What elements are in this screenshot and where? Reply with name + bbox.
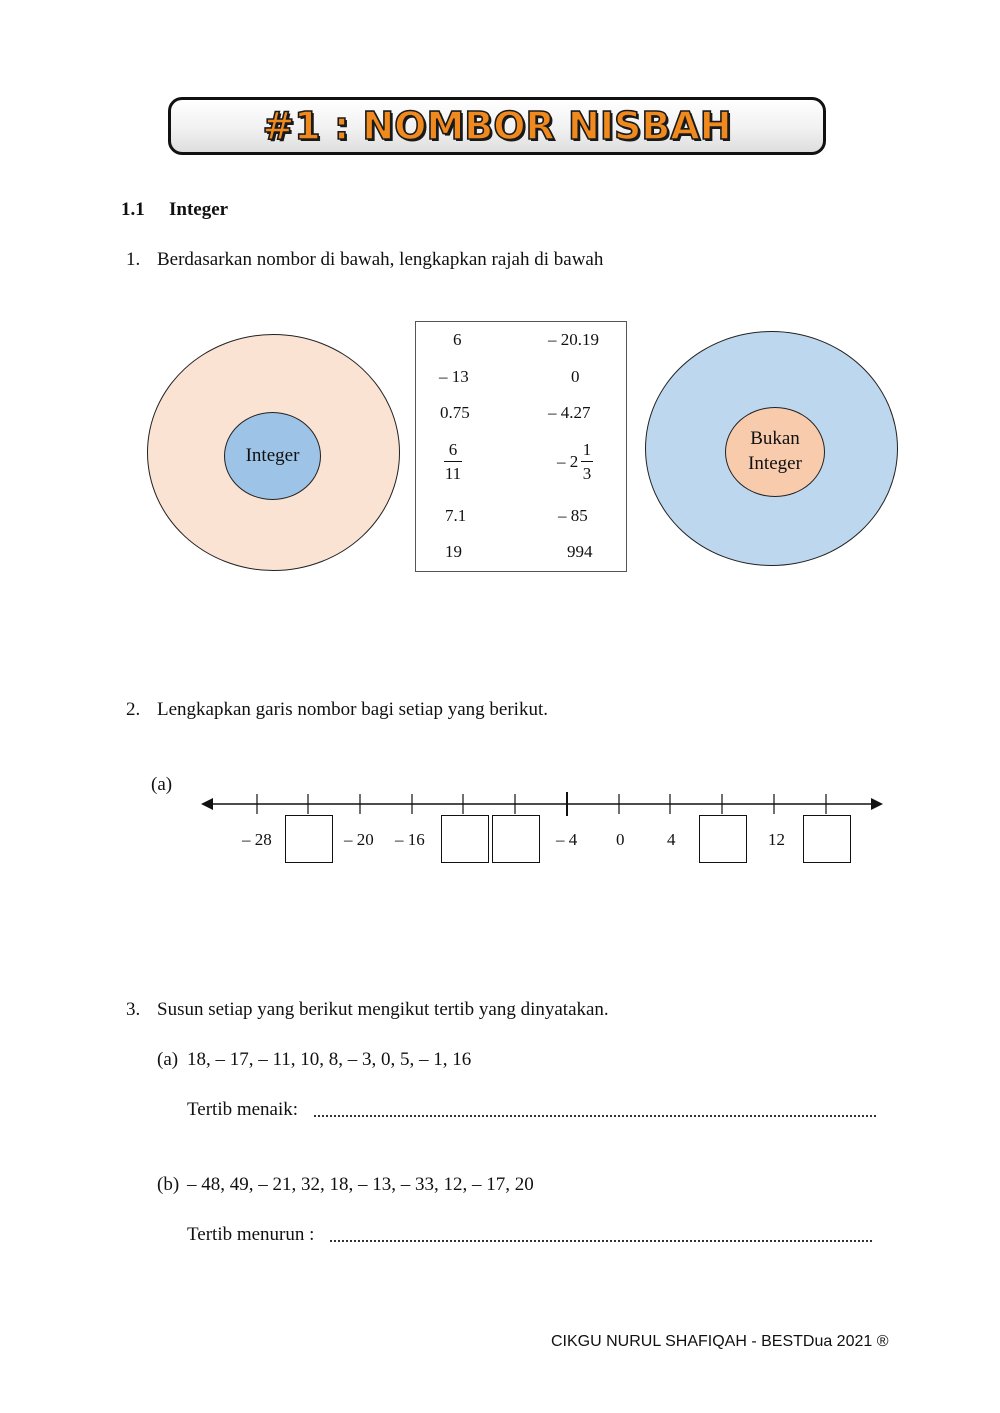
q3b-label: (b) <box>157 1174 180 1195</box>
q3-number: 3. <box>126 999 141 1020</box>
number-cell: 6 <box>453 330 462 349</box>
number-cell: 0 <box>571 367 580 386</box>
integer-label: Integer <box>245 444 300 466</box>
number-line-label: 4 <box>667 830 676 849</box>
section-title: Integer <box>169 199 229 220</box>
number-cell: – 20.19 <box>548 330 599 349</box>
q3-text: Susun setiap yang berikut mengikut tertib yang dinyatakan. <box>157 999 609 1020</box>
number-line-label: – 20 <box>344 830 374 849</box>
answer-box[interactable] <box>699 815 747 863</box>
number-line-label: 0 <box>616 830 625 849</box>
non-integer-inner-circle <box>725 407 825 497</box>
number-line-label: – 28 <box>242 830 272 849</box>
fraction-six-elevenths <box>444 441 462 482</box>
q3a-answer-line[interactable] <box>314 1115 876 1117</box>
non-integer-label-line2: Integer <box>748 453 802 474</box>
q3a-label: (a) <box>157 1049 179 1070</box>
number-cell: – 4.27 <box>548 403 591 422</box>
q3a-prompt: Tertib menaik: <box>187 1099 299 1120</box>
fraction-numerator: 6 <box>448 440 458 459</box>
fraction-bar <box>581 461 593 462</box>
answer-box[interactable] <box>285 815 333 863</box>
right-arrow-icon <box>871 798 883 810</box>
q3a-values: 18, – 17, – 11, 10, 8, – 3, 0, 5, – 1, 16 <box>187 1049 472 1070</box>
non-integer-label-line1: Bukan <box>750 428 800 450</box>
q2-part-label: (a) <box>151 774 173 795</box>
q3b-prompt: Tertib menurun : <box>187 1224 315 1245</box>
left-arrow-icon <box>201 798 213 810</box>
answer-box[interactable] <box>803 815 851 863</box>
number-cell: 0.75 <box>440 403 470 422</box>
fraction-one-third <box>581 441 593 482</box>
fraction-denominator: 11 <box>444 464 462 483</box>
integer-inner-circle <box>224 412 321 500</box>
number-line-label: – 16 <box>395 830 425 849</box>
q3b-values: – 48, 49, – 21, 32, 18, – 13, – 33, 12, – 17, 20 <box>187 1174 534 1195</box>
number-cell: – 13 <box>439 367 469 386</box>
footer-credit: CIKGU NURUL SHAFIQAH - BESTDua 2021 ® <box>551 1333 889 1350</box>
mixed-number-whole: – 2 <box>557 452 579 471</box>
fraction-bar <box>444 461 462 462</box>
answer-box[interactable] <box>492 815 540 863</box>
q1-text: Berdasarkan nombor di bawah, lengkapkan rajah di bawah <box>157 249 604 270</box>
q2-number: 2. <box>126 699 141 720</box>
number-cell: 19 <box>445 542 462 561</box>
q1-number: 1. <box>126 249 141 270</box>
number-line-label: 12 <box>768 830 785 849</box>
number-cell: 994 <box>567 542 593 561</box>
page-title: #1 : NOMBOR NISBAH <box>262 104 732 148</box>
title-banner <box>168 97 826 155</box>
section-number: 1.1 <box>121 199 145 220</box>
q3b-answer-line[interactable] <box>330 1240 872 1242</box>
number-cell: 7.1 <box>445 506 467 525</box>
number-cell: – 85 <box>558 506 588 525</box>
q2-text: Lengkapkan garis nombor bagi setiap yang berikut. <box>157 699 548 720</box>
fraction-numerator: 1 <box>582 440 592 459</box>
number-line-label: – 4 <box>556 830 578 849</box>
fraction-denominator: 3 <box>582 464 592 483</box>
answer-box[interactable] <box>441 815 489 863</box>
